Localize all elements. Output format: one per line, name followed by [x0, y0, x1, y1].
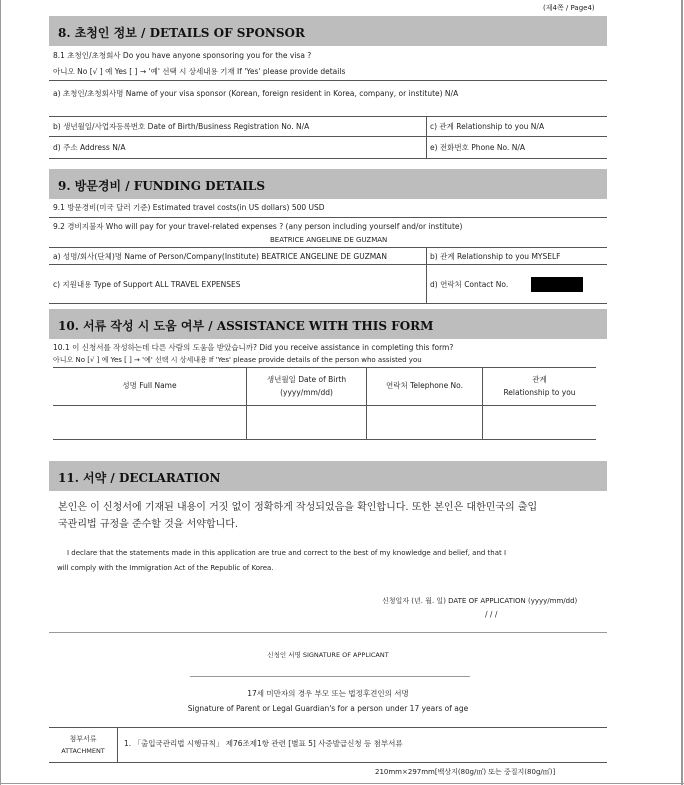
redacted-contact [531, 277, 583, 292]
assistance-col-rel-1: 관계 [532, 375, 547, 384]
divider [49, 116, 607, 117]
divider [49, 303, 607, 304]
divider [49, 80, 607, 81]
attachment-text: 1. 「출입국관리법 시행규칙」 제76조제1항 관련 [별표 5] 사증발급신청 등 첨부서류 [124, 739, 403, 748]
divider [49, 158, 607, 159]
funding-payer-line: BEATRICE ANGELINE DE GUZMAN [270, 236, 388, 244]
sponsor-relationship: c) 관계 Relationship to you N/A [430, 122, 545, 131]
left-page-edge [0, 0, 1, 785]
funding-name: a) 성명/회사(단체)명 Name of Person/Company(Institute) BEATRICE ANGELINE DE GUZMAN [53, 252, 387, 261]
declaration-korean-1: 본인은 이 신청서에 기재된 내용이 거짓 없이 정확하게 작성되었음을 확인합니다. 또한 본인은 대한민국의 출입 [58, 502, 538, 513]
assistance-col-phone: 연락처 Telephone No. [385, 381, 464, 390]
divider [49, 762, 607, 763]
declaration-korean-2: 국관리법 규정을 준수할 것을 서약합니다. [58, 519, 239, 530]
sponsor-title: 8. 초청인 정보 / DETAILS OF SPONSOR [58, 26, 305, 40]
assistance-question: 10.1 이 신청서를 작성하는데 다른 사람의 도움을 받았습니까? Did you receive assistance in completing this form? [53, 343, 454, 352]
right-page-edge [681, 0, 683, 785]
declaration-english-2: will comply with the Immigration Act of the Republic of Korea. [57, 564, 274, 572]
divider [117, 727, 118, 762]
section-header-funding [49, 169, 607, 199]
divider [49, 247, 607, 248]
funding-relationship: b) 관계 Relationship to you MYSELF [430, 252, 561, 261]
assistance-col-rel-2: Relationship to you [503, 388, 576, 397]
applicant-signature-label: 신청인 서명 SIGNATURE OF APPLICANT [267, 651, 389, 659]
divider [49, 136, 607, 137]
section-header-assistance [49, 309, 607, 339]
declaration-title: 11. 서약 / DECLARATION [58, 471, 221, 485]
sponsor-address: d) 주소 Address N/A [53, 143, 126, 152]
sponsor-name: a) 초청인/초청회사명 Name of your visa sponsor (Korean, foreign resident in Korea, company, or institute) N/A [53, 89, 459, 98]
section-header-sponsor [49, 16, 607, 46]
assistance-relationship-cell[interactable] [483, 406, 596, 439]
section-header-declaration [49, 461, 607, 491]
assistance-col-name: 성명 Full Name [122, 381, 177, 390]
funding-title: 9. 방문경비 / FUNDING DETAILS [58, 179, 266, 193]
divider [426, 116, 427, 158]
assistance-answer: 아니오 No [√ ] 예 Yes [ ] → '예' 선택 시 상세내용 If 'Yes' please provide details of the person who assisted you [53, 356, 422, 364]
attachment-label-kor: 첨부서류 [69, 735, 97, 743]
divider [49, 217, 607, 218]
sponsor-question: 8.1 초청인/초청회사 Do you have anyone sponsoring you for the visa ? [53, 51, 312, 60]
application-date-label: 신청일자 (년. 월. 일) DATE OF APPLICATION (yyyy/mm/dd) [382, 597, 578, 605]
funding-cost: 9.1 방문경비(미국 달러 기준) Estimated travel costs(in US dollars) 500 USD [53, 203, 325, 212]
assistance-col-dob-2: (yyyy/mm/dd) [280, 388, 333, 397]
assistance-name-cell[interactable] [53, 406, 246, 439]
declaration-english-1: I declare that the statements made in this application are true and correct to the best of my knowledge and belief, and that I [67, 549, 507, 557]
guardian-korean: 17세 미만자의 경우 부모 또는 법정후견인의 서명 [247, 689, 409, 698]
application-date-blank[interactable]: / / / [485, 610, 498, 619]
divider [53, 439, 596, 440]
divider [53, 367, 596, 368]
funding-support: c) 지원내용 Type of Support ALL TRAVEL EXPENSES [53, 280, 241, 289]
guardian-signature-line[interactable] [190, 676, 470, 677]
assistance-dob-cell[interactable] [247, 406, 366, 439]
funding-contact: d) 연락처 Contact No. [430, 280, 509, 289]
funding-payer-question: 9.2 경비지불자 Who will pay for your travel-related expenses ? (any person including yourself and/or institute) [53, 222, 463, 231]
divider [49, 264, 607, 265]
assistance-phone-cell[interactable] [367, 406, 482, 439]
assistance-col-dob-1: 생년월일 Date of Birth [266, 375, 347, 384]
divider [49, 632, 607, 633]
attachment-label-eng: ATTACHMENT [61, 747, 105, 755]
page-number: (제4쪽 / Page4) [543, 4, 595, 12]
guardian-english: Signature of Parent or Legal Guardian's for a person under 17 years of age [187, 704, 469, 713]
divider [49, 727, 607, 728]
paper-spec: 210mm×297mm[백상지(80g/㎡) 또는 중질지(80g/㎡)] [375, 768, 556, 776]
sponsor-phone: e) 전화번호 Phone No. N/A [430, 143, 526, 152]
sponsor-answer: 아니오 No [√ ] 예 Yes [ ] → '예' 선택 시 상세내용 기재 If 'Yes' please provide details [53, 67, 346, 76]
divider [426, 247, 427, 303]
sponsor-dob: b) 생년월일/사업자등록번호 Date of Birth/Business Registration No. N/A [53, 122, 310, 131]
assistance-title: 10. 서류 작성 시 도움 여부 / ASSISTANCE WITH THIS FORM [58, 319, 434, 333]
bottom-page-edge [0, 783, 684, 784]
